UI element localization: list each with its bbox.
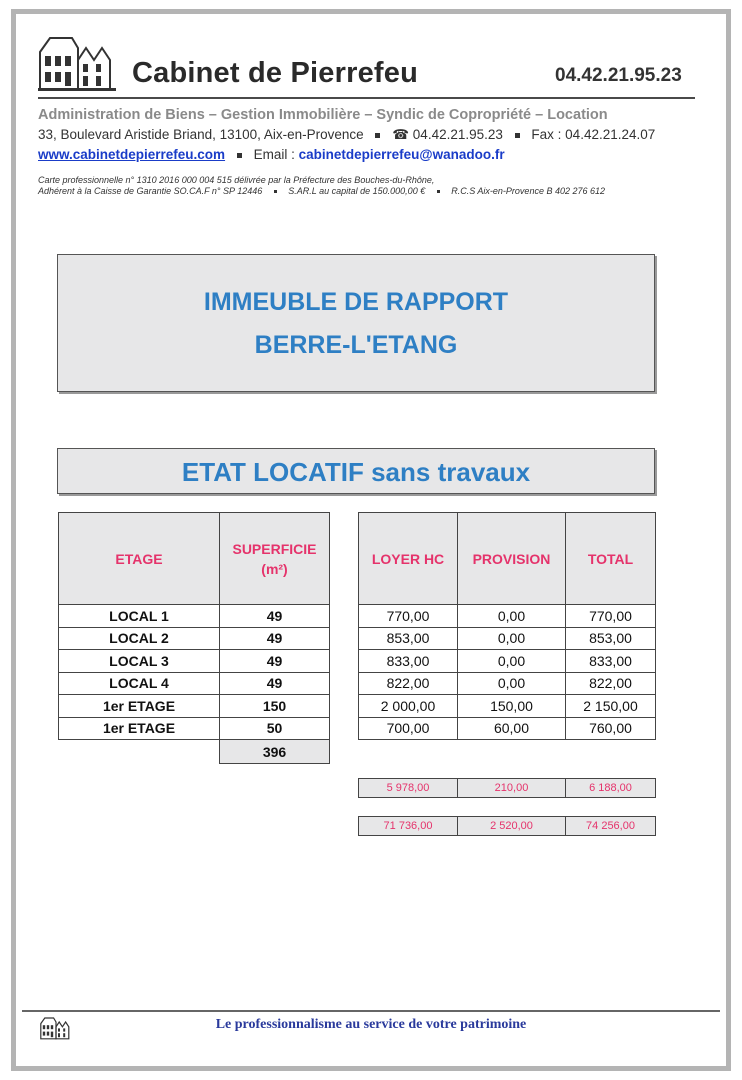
loyer-cell: 853,00 [359, 627, 458, 650]
total-cell: 770,00 [566, 605, 656, 628]
fax: Fax : 04.42.21.24.07 [531, 127, 656, 142]
address: 33, Boulevard Aristide Briand, 13100, Aix-en-Provence [38, 127, 364, 142]
separator-bullet [375, 133, 380, 138]
legal-line-1: Carte professionnelle n° 1310 2016 000 004 515 délivrée par la Préfecture des Bouches-du-Rhône, [38, 175, 435, 185]
table-row [359, 695, 656, 718]
property-location: BERRE-L'ETANG [254, 331, 458, 359]
table-row [359, 672, 656, 695]
empty-cell [59, 740, 220, 764]
surface-cell: 50 [220, 717, 330, 740]
loyer-cell: 700,00 [359, 717, 458, 740]
annual-total: 74 256,00 [566, 817, 656, 836]
annual-totals [358, 816, 656, 836]
email-link[interactable]: cabinetdepierrefeu@wanadoo.fr [298, 147, 505, 162]
property-title: IMMEUBLE DE RAPPORT [203, 288, 509, 316]
separator-bullet [237, 153, 242, 158]
footer-slogan: Le professionnalisme au service de votre patrimoine [215, 1017, 527, 1032]
surface-cell: 49 [220, 627, 330, 650]
web-line [38, 147, 505, 162]
surface-cell: 49 [220, 672, 330, 695]
header-divider [38, 97, 695, 99]
monthly-provision: 210,00 [458, 779, 566, 798]
total-surface-row [59, 740, 330, 764]
surface-cell: 49 [220, 605, 330, 628]
separator-bullet [515, 133, 520, 138]
header-etage: ETAGE [59, 513, 220, 605]
provision-cell: 0,00 [458, 627, 566, 650]
total-cell: 853,00 [566, 627, 656, 650]
building-logo-icon [38, 34, 118, 97]
etage-cell: LOCAL 4 [59, 672, 220, 695]
etage-cell: LOCAL 3 [59, 650, 220, 673]
header-loyer: LOYER HC [359, 513, 458, 605]
total-surface: 396 [220, 740, 330, 764]
legal-rcs: R.C.S Aix-en-Provence B 402 276 612 [451, 186, 606, 196]
etage-cell: LOCAL 1 [59, 605, 220, 628]
table-row [59, 605, 330, 628]
provision-cell: 150,00 [458, 695, 566, 718]
property-title-box [57, 254, 655, 392]
table-row [359, 605, 656, 628]
provision-cell: 0,00 [458, 605, 566, 628]
separator-bullet [437, 190, 440, 193]
table-row [359, 717, 656, 740]
monthly-totals [358, 778, 656, 798]
monthly-totals-row [359, 779, 656, 798]
header-provision: PROVISION [458, 513, 566, 605]
surface-cell: 150 [220, 695, 330, 718]
table-row [59, 627, 330, 650]
annual-totals-row [359, 817, 656, 836]
header-superficie [220, 513, 330, 605]
surface-cell: 49 [220, 650, 330, 673]
provision-cell: 0,00 [458, 672, 566, 695]
provision-cell: 0,00 [458, 650, 566, 673]
services-line: Administration de Biens – Gestion Immobilière – Syndic de Copropriété – Location [38, 107, 608, 123]
website-link[interactable]: www.cabinetdepierrefeu.com [38, 147, 226, 162]
footer-divider [22, 1010, 720, 1012]
total-cell: 833,00 [566, 650, 656, 673]
header-phone: 04.42.21.95.23 [555, 65, 682, 86]
header-superficie-unit: (m²) [261, 560, 288, 577]
table-row [59, 695, 330, 718]
separator-bullet [274, 190, 277, 193]
etat-locatif-title: ETAT LOCATIF sans travaux [181, 457, 531, 487]
table-row [59, 672, 330, 695]
etage-cell: 1er ETAGE [59, 695, 220, 718]
address-line [38, 127, 655, 143]
header-superficie-label: SUPERFICIE [232, 540, 317, 557]
etage-cell: 1er ETAGE [59, 717, 220, 740]
etage-cell: LOCAL 2 [59, 627, 220, 650]
loyer-cell: 833,00 [359, 650, 458, 673]
etat-locatif-box [57, 448, 655, 494]
header-total: TOTAL [566, 513, 656, 605]
table-row [359, 650, 656, 673]
floor-surface-table [58, 512, 330, 764]
loyer-cell: 770,00 [359, 605, 458, 628]
provision-cell: 60,00 [458, 717, 566, 740]
total-cell: 2 150,00 [566, 695, 656, 718]
table-row [359, 627, 656, 650]
table-header-row [59, 513, 330, 605]
loyer-cell: 822,00 [359, 672, 458, 695]
table-header-row [359, 513, 656, 605]
company-name: Cabinet de Pierrefeu [132, 57, 419, 89]
annual-loyer: 71 736,00 [359, 817, 458, 836]
rent-table [358, 512, 656, 740]
annual-provision: 2 520,00 [458, 817, 566, 836]
table-row [59, 717, 330, 740]
total-cell: 822,00 [566, 672, 656, 695]
monthly-loyer: 5 978,00 [359, 779, 458, 798]
tel: ☎ 04.42.21.95.23 [392, 127, 503, 142]
table-row [59, 650, 330, 673]
monthly-total: 6 188,00 [566, 779, 656, 798]
legal-line-2 [38, 186, 605, 196]
legal-capital: S.AR.L au capital de 150.000,00 € [288, 186, 426, 196]
legal-garantie: Adhérent à la Caisse de Garantie SO.CA.F n° SP 12446 [38, 186, 263, 196]
email-label: Email : [253, 147, 295, 162]
loyer-cell: 2 000,00 [359, 695, 458, 718]
total-cell: 760,00 [566, 717, 656, 740]
